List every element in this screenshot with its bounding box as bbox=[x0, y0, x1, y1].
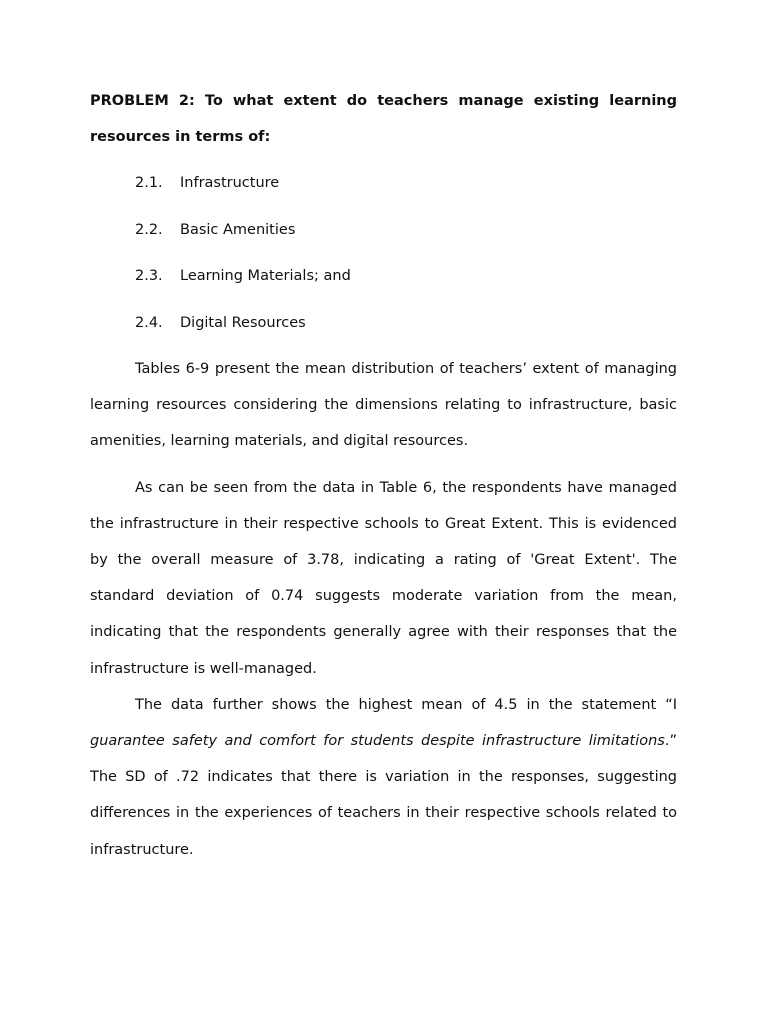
problem-heading: PROBLEM 2: To what extent do teachers manage existing learning resources in terms of: bbox=[90, 93, 677, 145]
list-item bbox=[90, 165, 677, 201]
paragraph-text: The data further shows the highest mean of 4.5 in the statement “I bbox=[135, 696, 677, 713]
paragraph-highest-mean bbox=[90, 687, 677, 868]
list-item-label: Digital Resources bbox=[180, 314, 306, 331]
document-page bbox=[90, 83, 677, 878]
list-item-number: 2.2. bbox=[135, 221, 163, 238]
list-item-label: Infrastructure bbox=[180, 175, 280, 191]
dimension-list bbox=[90, 165, 677, 341]
paragraph-tables-overview: Tables 6-9 present the mean distribution of teachers’ extent of managing learning resources considering the dimensions relating to infrastructure, basic amenities, learning materials, and digital resources. bbox=[90, 361, 677, 450]
list-item-number: 2.3. bbox=[135, 268, 163, 284]
quoted-statement: guarantee safety and comfort for students despite infrastructure limitations bbox=[90, 733, 665, 750]
list-item bbox=[90, 305, 677, 341]
paragraph-infrastructure-result: As can be seen from the data in Table 6, the respondents have managed the infrastructure in their respective schools to Great Extent. This is evidenced by the overall measure of 3.78, indicating a rating of 'Great Extent'. The standard deviation of 0.74 suggests moderate variation from the mean, indicating that the respondents generally agree with their responses that the infrastructure is well-managed. bbox=[90, 479, 677, 677]
list-item-label: Learning Materials; and bbox=[180, 268, 351, 284]
paragraph-text: .” The SD of .72 indicates that there is variation in the responses, suggesting differences in the experiences of teachers in their respective schools related to infrastructure. bbox=[90, 733, 677, 858]
list-item-label: Basic Amenities bbox=[180, 221, 296, 238]
list-item bbox=[90, 258, 677, 294]
list-item bbox=[90, 212, 677, 248]
list-item-number: 2.1. bbox=[135, 175, 163, 191]
list-item-number: 2.4. bbox=[135, 314, 163, 331]
